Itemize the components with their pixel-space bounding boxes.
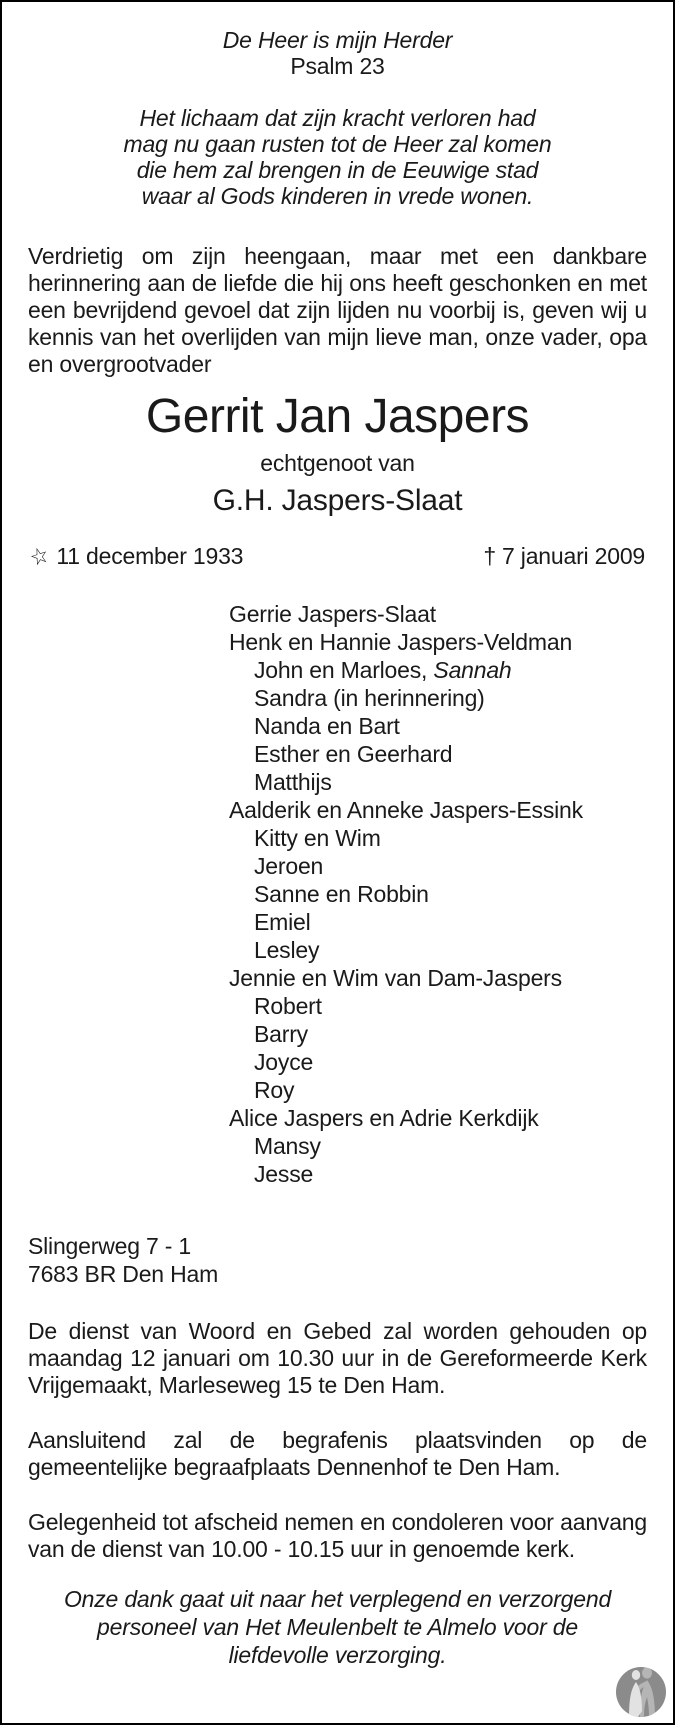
publisher-logo (614, 1663, 668, 1717)
family-member: Lesley (254, 937, 320, 963)
family-member: Barry (254, 1021, 308, 1047)
family-member: Henk en Hannie Jaspers-Veldman (229, 629, 573, 655)
death-date (483, 542, 645, 570)
deceased-name: Gerrit Jan Jaspers (145, 390, 530, 443)
family-member: Emiel (254, 909, 311, 935)
family-member: Jeroen (254, 853, 324, 879)
family-member: Jennie en Wim van Dam-Jaspers (229, 965, 562, 991)
memorial-poem (28, 105, 647, 209)
family-member: Gerrie Jaspers-Slaat (229, 601, 436, 627)
spouse-name: G.H. Jaspers-Slaat (212, 484, 463, 517)
service-paragraph-condolences: Gelegenheid tot afscheid nemen en condoleren voor aanvang van de dienst van 10.00 - 10.15 uur in genoemde kerk. (28, 1509, 647, 1562)
family-member: Aalderik en Anneke Jaspers-Essink (229, 797, 583, 823)
family-member: Roy (254, 1077, 295, 1103)
service-paragraph-burial: Aansluitend zal de begrafenis plaatsvinden op de gemeentelijke begraafplaats Dennenhof te Den Ham. (28, 1427, 647, 1480)
family-member: Nanda en Bart (254, 713, 400, 739)
poem-line-2: mag nu gaan rusten tot de Heer zal komen (123, 131, 552, 157)
poem-line-4: waar al Gods kinderen in vrede wonen. (141, 183, 534, 209)
address-street: Slingerweg 7 - 1 (28, 1233, 191, 1259)
service-info (28, 1318, 647, 1563)
family-list (229, 600, 647, 1188)
acknowledgement-text: Onze dank gaat uit naar het verplegend en verzorgend personeel van Het Meulenbelt te Almelo voor de liefdevolle verzorging. (63, 1586, 612, 1668)
address-city: 7683 BR Den Ham (28, 1261, 219, 1287)
announcement-text: Verdrietig om zijn heengaan, maar met een dankbare herinnering aan de liefde die hij ons heeft geschonken en met een bevrijdend gevoel dat zijn lijden nu voorbij is, geven wij u kennis van het overlijden van mijn lieve man, onze vader, opa en overgrootvader (28, 243, 647, 377)
life-dates (28, 542, 647, 570)
relation-label: echtgenoot van (260, 450, 415, 476)
service-paragraph-funeral-service: De dienst van Woord en Gebed zal worden gehouden op maandag 12 januari om 10.30 uur in de Gereformeerde Kerk Vrijgemaakt, Marleseweg 15 te Den Ham. (28, 1318, 647, 1398)
family-member: Kitty en Wim (254, 825, 381, 851)
death-cross-icon: † (483, 543, 497, 569)
family-member: Matthijs (254, 769, 332, 795)
epigraph-source: Psalm 23 (290, 53, 385, 79)
poem-line-3: die hem zal brengen in de Eeuwige stad (136, 157, 539, 183)
family-member: Alice Jaspers en Adrie Kerkdijk (229, 1105, 539, 1131)
family-member: Robert (254, 993, 322, 1019)
birth-date-text: 11 december 1933 (56, 543, 244, 569)
birth-star-icon: ☆ (26, 540, 52, 572)
family-member: Mansy (254, 1133, 321, 1159)
birth-date (26, 540, 244, 572)
address (28, 1232, 647, 1288)
family-member: John en Marloes, Sannah (254, 657, 512, 683)
family-member: Jesse (254, 1161, 314, 1187)
epigraph (28, 27, 647, 79)
death-date-text: 7 januari 2009 (502, 543, 645, 569)
two-figures-circle-icon (614, 1663, 668, 1717)
family-member: Sandra (in herinnering) (254, 685, 485, 711)
poem-line-1: Het lichaam dat zijn kracht verloren had (139, 105, 536, 131)
family-member: Sanne en Robbin (254, 881, 429, 907)
family-member: Esther en Geerhard (254, 741, 453, 767)
epigraph-quote: De Heer is mijn Herder (222, 27, 453, 53)
family-member: Joyce (254, 1049, 314, 1075)
